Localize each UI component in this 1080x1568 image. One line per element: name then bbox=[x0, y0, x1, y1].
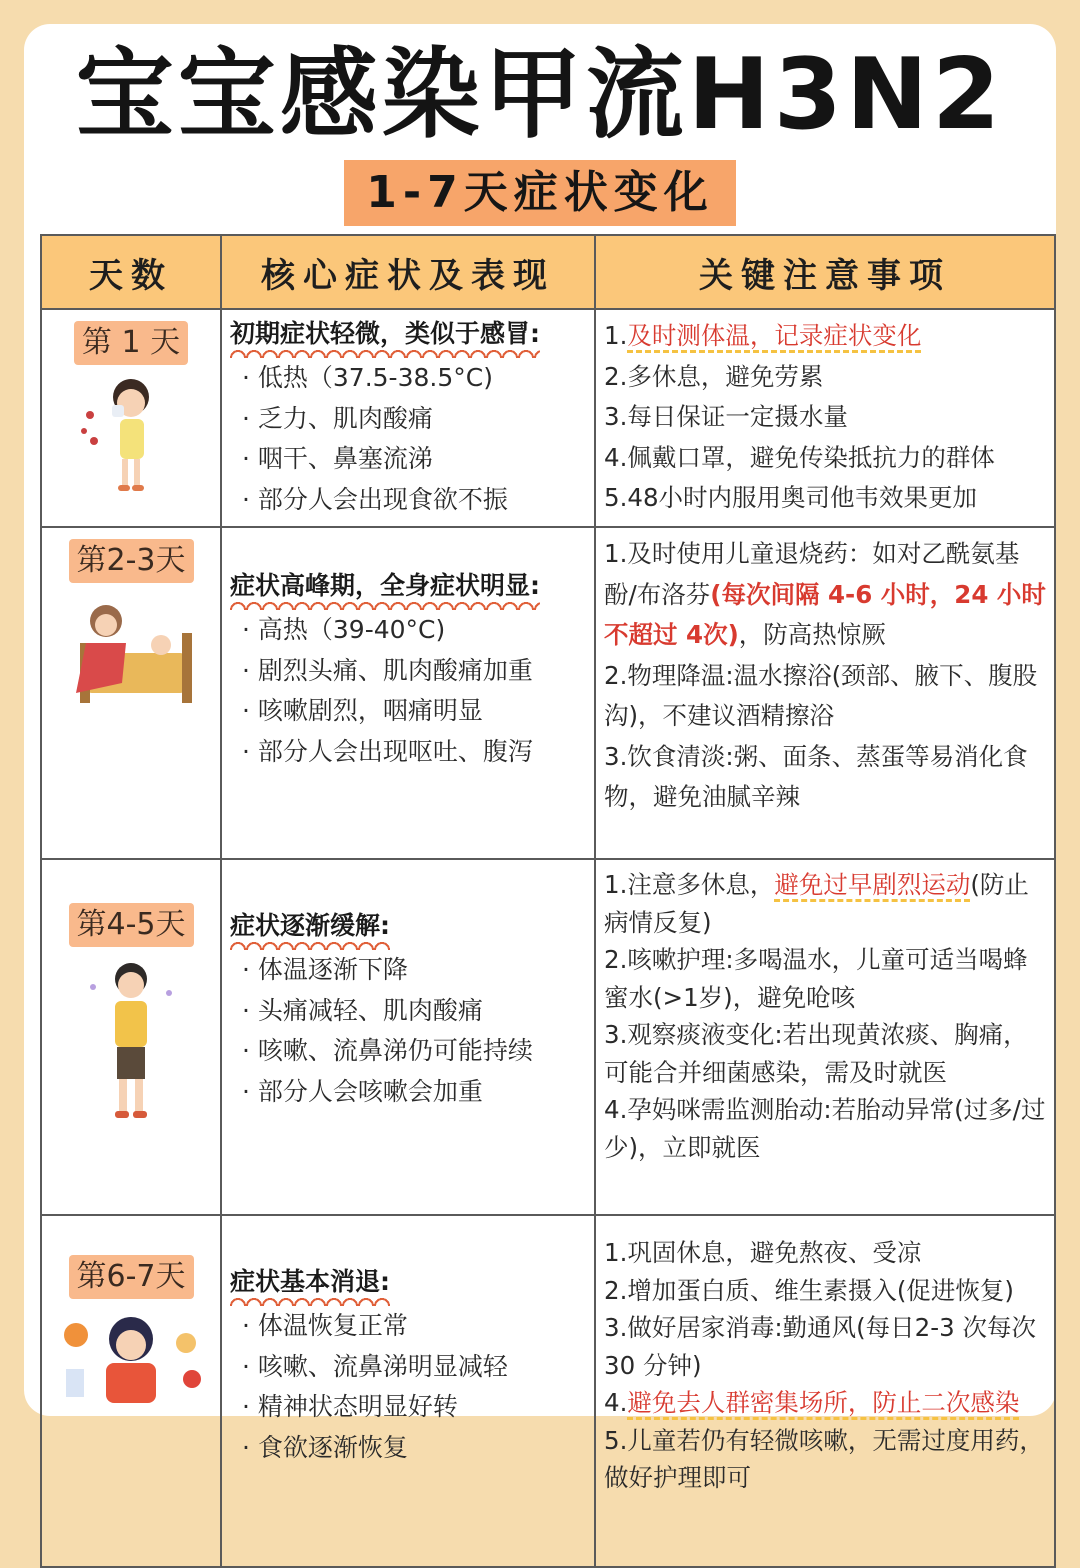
note-text: 1.注意多休息， bbox=[604, 870, 775, 899]
note-highlight: 避免去人群密集场所，防止二次感染 bbox=[627, 1388, 1019, 1420]
note-highlight: (每次间隔 4-6 小时，24 小时不超过 4次) bbox=[604, 579, 1046, 649]
sneezing-girl-illustration bbox=[76, 375, 186, 505]
header-symptoms: 核心症状及表现 bbox=[221, 235, 595, 309]
symptom-title: 初期症状轻微，类似于感冒: bbox=[230, 316, 540, 358]
day-badge: 第2-3天 bbox=[69, 539, 194, 583]
day-cell bbox=[41, 859, 221, 1215]
symptom-item: · 乏力、肌肉酸痛 bbox=[242, 403, 433, 433]
note-item bbox=[604, 534, 1046, 656]
note-text: ，防高热惊厥 bbox=[738, 620, 886, 649]
day-cell bbox=[41, 1215, 221, 1567]
day-cell bbox=[41, 309, 221, 527]
day-badge: 第 1 天 bbox=[74, 321, 188, 365]
note-item: 2.多休息，避免劳累 bbox=[604, 361, 824, 391]
table-row bbox=[41, 527, 1055, 859]
note-item: 4.佩戴口罩，避免传染抵抗力的群体 bbox=[604, 442, 995, 472]
day-badge: 第4-5天 bbox=[69, 903, 194, 947]
symptom-item: · 体温逐渐下降 bbox=[242, 955, 408, 984]
symptom-title: 症状逐渐缓解: bbox=[230, 908, 390, 950]
symptom-item: · 咳嗽、流鼻涕仍可能持续 bbox=[242, 1036, 533, 1065]
symptom-cell bbox=[221, 859, 595, 1215]
note-highlight: 避免过早剧烈运动 bbox=[774, 870, 970, 902]
table-row bbox=[41, 1215, 1055, 1567]
note-text: 1.及时使用儿童退烧药：如对乙酰氨基酚/布洛芬 bbox=[604, 539, 1020, 609]
note-cell bbox=[595, 1215, 1055, 1567]
symptom-table bbox=[40, 234, 1056, 1568]
note-item: 4.孕妈咪需监测胎动:若胎动异常(过多/过少)，立即就医 bbox=[604, 1095, 1046, 1162]
symptom-title: 症状高峰期，全身症状明显: bbox=[230, 568, 540, 610]
table-row bbox=[41, 859, 1055, 1215]
note-item: 2.咳嗽护理:多喝温水，儿童可适当喝蜂蜜水(>1岁)，避免呛咳 bbox=[604, 945, 1028, 1012]
symptom-item: · 部分人会出现食欲不振 bbox=[242, 484, 508, 514]
page-subtitle: 1-7天症状变化 bbox=[344, 160, 736, 226]
symptom-item: · 头痛减轻、肌肉酸痛 bbox=[242, 995, 483, 1025]
symptom-title: 症状基本消退: bbox=[230, 1264, 390, 1306]
note-highlight: 及时测体温，记录症状变化 bbox=[627, 321, 921, 353]
symptom-item: · 低热（37.5-38.5°C) bbox=[242, 363, 493, 392]
note-item bbox=[604, 316, 1046, 357]
note-item: 3.观察痰液变化:若出现黄浓痰、胸痛，可能合并细菌感染，需及时就医 bbox=[604, 1020, 1028, 1087]
day-badge: 第6-7天 bbox=[69, 1255, 194, 1299]
recovery-food-illustration bbox=[56, 1309, 206, 1409]
header-day: 天数 bbox=[41, 235, 221, 309]
note-prefix: 4. bbox=[604, 1388, 628, 1417]
note-item: 1.巩固休息，避免熬夜、受凉 bbox=[604, 1238, 922, 1267]
symptom-item: · 精神状态明显好转 bbox=[242, 1392, 458, 1421]
header-notes: 关键注意事项 bbox=[595, 235, 1055, 309]
symptom-cell bbox=[221, 1215, 595, 1567]
note-item: 5.儿童若仍有轻微咳嗽，无需过度用药，做好护理即可 bbox=[604, 1425, 1044, 1492]
symptom-item: · 咳嗽剧烈，咽痛明显 bbox=[242, 696, 483, 725]
note-text: (防止病情反复) bbox=[604, 870, 1029, 937]
subtitle-wrap bbox=[0, 160, 1080, 226]
symptom-item: · 食欲逐渐恢复 bbox=[242, 1432, 408, 1462]
note-item: 5.48小时内服用奥司他韦效果更加 bbox=[604, 483, 978, 512]
note-item: 2.增加蛋白质、维生素摄入(促进恢复) bbox=[604, 1275, 1014, 1305]
table-header-row bbox=[41, 235, 1055, 309]
symptom-cell bbox=[221, 527, 595, 859]
note-item: 2.物理降温:温水擦浴(颈部、腋下、腹股沟)，不建议酒精擦浴 bbox=[604, 660, 1038, 730]
note-item: 3.每日保证一定摄水量 bbox=[604, 402, 848, 431]
symptom-item: · 体温恢复正常 bbox=[242, 1311, 408, 1340]
sick-in-bed-illustration bbox=[66, 593, 196, 713]
symptom-item: · 部分人会出现呕吐、腹泻 bbox=[242, 736, 533, 766]
symptom-item: · 咳嗽、流鼻涕明显减轻 bbox=[242, 1351, 508, 1381]
coughing-boy-illustration bbox=[81, 957, 181, 1127]
table-row bbox=[41, 309, 1055, 527]
note-prefix: 1. bbox=[604, 321, 628, 350]
note-cell bbox=[595, 527, 1055, 859]
symptom-cell bbox=[221, 309, 595, 527]
page-title: 宝宝感染甲流H3N2 bbox=[75, 38, 1005, 152]
note-item bbox=[604, 1384, 1046, 1422]
note-item bbox=[604, 866, 1046, 941]
note-item: 3.做好居家消毒:勤通风(每日2-3 次每次 30 分钟) bbox=[604, 1313, 1036, 1380]
symptom-item: · 剧烈头痛、肌肉酸痛加重 bbox=[242, 655, 533, 685]
symptom-item: · 部分人会咳嗽会加重 bbox=[242, 1076, 483, 1106]
symptom-item: · 咽干、鼻塞流涕 bbox=[242, 444, 433, 473]
note-cell bbox=[595, 859, 1055, 1215]
note-cell bbox=[595, 309, 1055, 527]
symptom-item: · 高热（39-40°C) bbox=[242, 615, 446, 644]
note-item: 3.饮食清淡:粥、面条、蒸蛋等易消化食物，避免油腻辛辣 bbox=[604, 741, 1028, 811]
day-cell bbox=[41, 527, 221, 859]
